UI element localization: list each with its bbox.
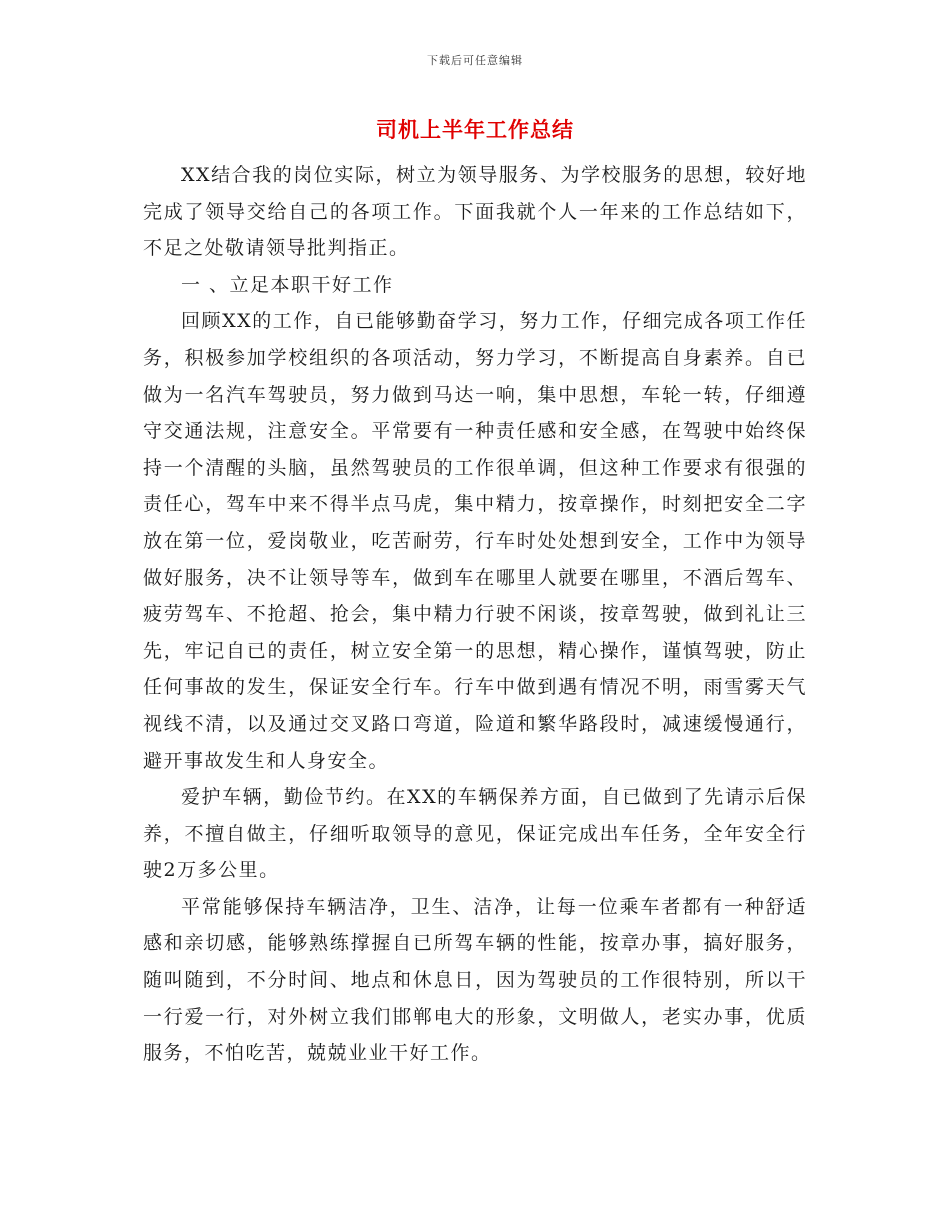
section-heading: 一 、立足本职干好工作	[181, 273, 394, 296]
body-paragraph: 爱护车辆，勤俭节约。在XX的车辆保养方面，自已做到了先请示后保养，不擅自做主，仔细听取领导的意见，保证完成出车任务，全年安全行驶2万多公里。	[143, 786, 807, 882]
intro-paragraph: XX结合我的岗位实际，树立为领导服务、为学校服务的思想，较好地完成了领导交给自己的各项工作。下面我就个人一年来的工作总结如下，不足之处敬请领导批判指正。	[143, 164, 807, 260]
body-paragraph: 平常能够保持车辆洁净，卫生、洁净，让每一位乘车者都有一种舒适感和亲切感，能够熟练撑握自已所驾车辆的性能，按章办事，搞好服务，随叫随到，不分时间、地点和休息日，因为驾驶员的工作很特别，所以干一行爱一行，对外树立我们邯郸电大的形象，文明做人，老实办事，优质服务，不怕吃苦，兢兢业业干好工作。	[143, 895, 807, 1065]
document-title: 司机上半年工作总结	[376, 117, 574, 142]
page-header: 下载后可任意编辑	[427, 54, 523, 67]
body-paragraph: 回顾XX的工作，自已能够勤奋学习，努力工作，仔细完成各项工作任务，积极参加学校组织的各项活动，努力学习，不断提高自身素养。自已做为一名汽车驾驶员，努力做到马达一响，集中思想，车轮一转，仔细遵守交通法规，注意安全。平常要有一种责任感和安全感，在驾驶中始终保持一个清醒的头脑，虽然驾驶员的工作很单调，但这种工作要求有很强的责任心，驾车中来不得半点马虎，集中精力，按章操作，时刻把安全二字放在第一位，爱岗敬业，吃苦耐劳，行车时处处想到安全，工作中为领导做好服务，决不让领导等车，做到车在哪里人就要在哪里，不酒后驾车、疲劳驾车、不抢超、抢会，集中精力行驶不闲谈，按章驾驶，做到礼让三先，牢记自已的责任，树立安全第一的思想，精心操作，谨慎驾驶，防止任何事故的发生，保证安全行车。行车中做到遇有情况不明，雨雪雾天气视线不清，以及通过交叉路口弯道，险道和繁华路段时，减速缓慢通行，避开事故发生和人身安全。	[143, 310, 807, 772]
document-body	[143, 157, 807, 1072]
